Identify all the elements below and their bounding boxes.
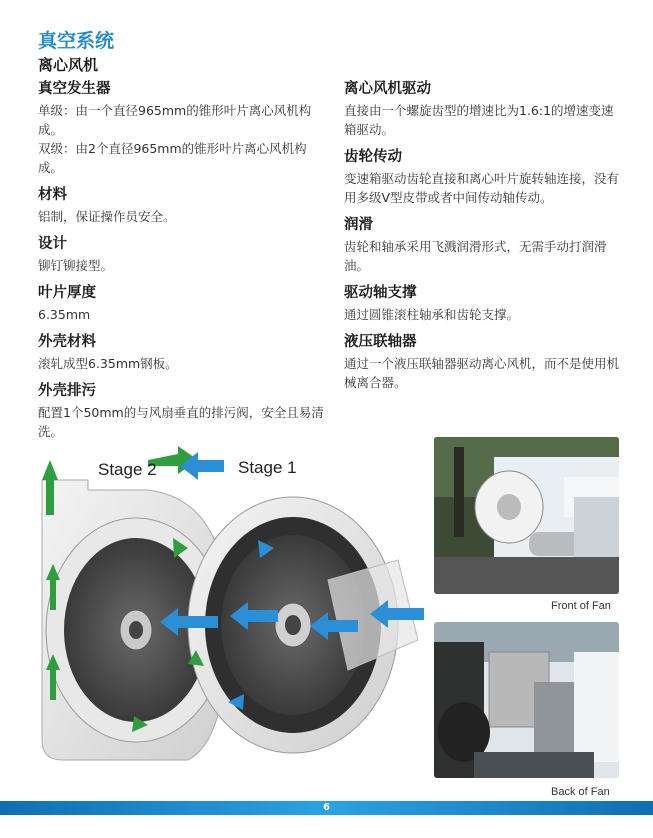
spec-title: 设计 bbox=[38, 236, 67, 252]
stage1-label: Stage 1 bbox=[238, 458, 297, 477]
spec-text: 通过一个液压联轴器驱动离心风机，而不是使用机械离合器。 bbox=[344, 356, 620, 390]
subsection-title: 离心风机 bbox=[38, 56, 99, 74]
spec-title: 外壳排污 bbox=[38, 383, 96, 399]
page-number: 6 bbox=[323, 802, 330, 813]
fan-airflow-diagram bbox=[28, 440, 428, 780]
front-of-fan-photo bbox=[434, 437, 619, 594]
stage2-label: Stage 2 bbox=[98, 460, 157, 479]
spec-gear-drive bbox=[344, 148, 622, 207]
spec-title: 离心风机驱动 bbox=[344, 81, 431, 97]
spec-vacuum-generator bbox=[38, 80, 328, 177]
spec-title: 液压联轴器 bbox=[344, 334, 417, 350]
spec-text: 6.35mm bbox=[38, 307, 91, 322]
back-of-fan-photo bbox=[434, 622, 619, 778]
spec-shaft-support bbox=[344, 284, 622, 324]
spec-material bbox=[38, 186, 328, 226]
left-spec-column bbox=[38, 80, 328, 450]
spec-text: 直接由一个螺旋齿型的增速比为1.6:1的增速变速箱驱动。 bbox=[344, 103, 614, 137]
spec-text: 单级：由一个直径965mm的锥形叶片离心风机构成。 bbox=[38, 103, 312, 137]
spec-title: 材料 bbox=[38, 187, 67, 203]
front-of-fan-caption: Front of Fan bbox=[551, 600, 611, 612]
spec-fluid-coupling bbox=[344, 333, 622, 392]
back-of-fan-caption: Back of Fan bbox=[551, 786, 610, 798]
spec-title: 齿轮传动 bbox=[344, 149, 402, 165]
spec-housing-drain bbox=[38, 382, 328, 441]
spec-fan-drive bbox=[344, 80, 622, 139]
spec-design bbox=[38, 235, 328, 275]
spec-title: 驱动轴支撑 bbox=[344, 285, 417, 301]
spec-text: 双级：由2个直径965mm的锥形叶片离心风机构成。 bbox=[38, 141, 307, 175]
spec-text: 铆钉铆接型。 bbox=[38, 258, 114, 273]
spec-text: 铝制，保证操作员安全。 bbox=[38, 209, 176, 224]
section-title: 真空系统 bbox=[38, 30, 115, 52]
spec-title: 真空发生器 bbox=[38, 81, 111, 97]
stage1-fan-housing bbox=[188, 497, 418, 753]
spec-housing-material bbox=[38, 333, 328, 373]
spec-text: 滚轧成型6.35mm钢板。 bbox=[38, 356, 178, 371]
spec-title: 外壳材料 bbox=[38, 334, 96, 350]
spec-title: 叶片厚度 bbox=[38, 285, 96, 301]
spec-title: 润滑 bbox=[344, 217, 373, 233]
spec-text: 齿轮和轴承采用飞溅润滑形式，无需手动打润滑油。 bbox=[344, 239, 607, 273]
spec-text: 配置1个50mm的与风扇垂直的排污阀，安全且易清洗。 bbox=[38, 405, 324, 439]
spec-text: 通过圆锥滚柱轴承和齿轮支撑。 bbox=[344, 307, 520, 322]
spec-lubrication bbox=[344, 216, 622, 275]
spec-text: 变速箱驱动齿轮直接和离心叶片旋转轴连接，没有用多级V型皮带或者中间传动轴传动。 bbox=[344, 171, 620, 205]
right-spec-column bbox=[344, 80, 622, 401]
spec-blade-thickness bbox=[38, 284, 328, 324]
fan-diagram-svg bbox=[28, 440, 428, 780]
